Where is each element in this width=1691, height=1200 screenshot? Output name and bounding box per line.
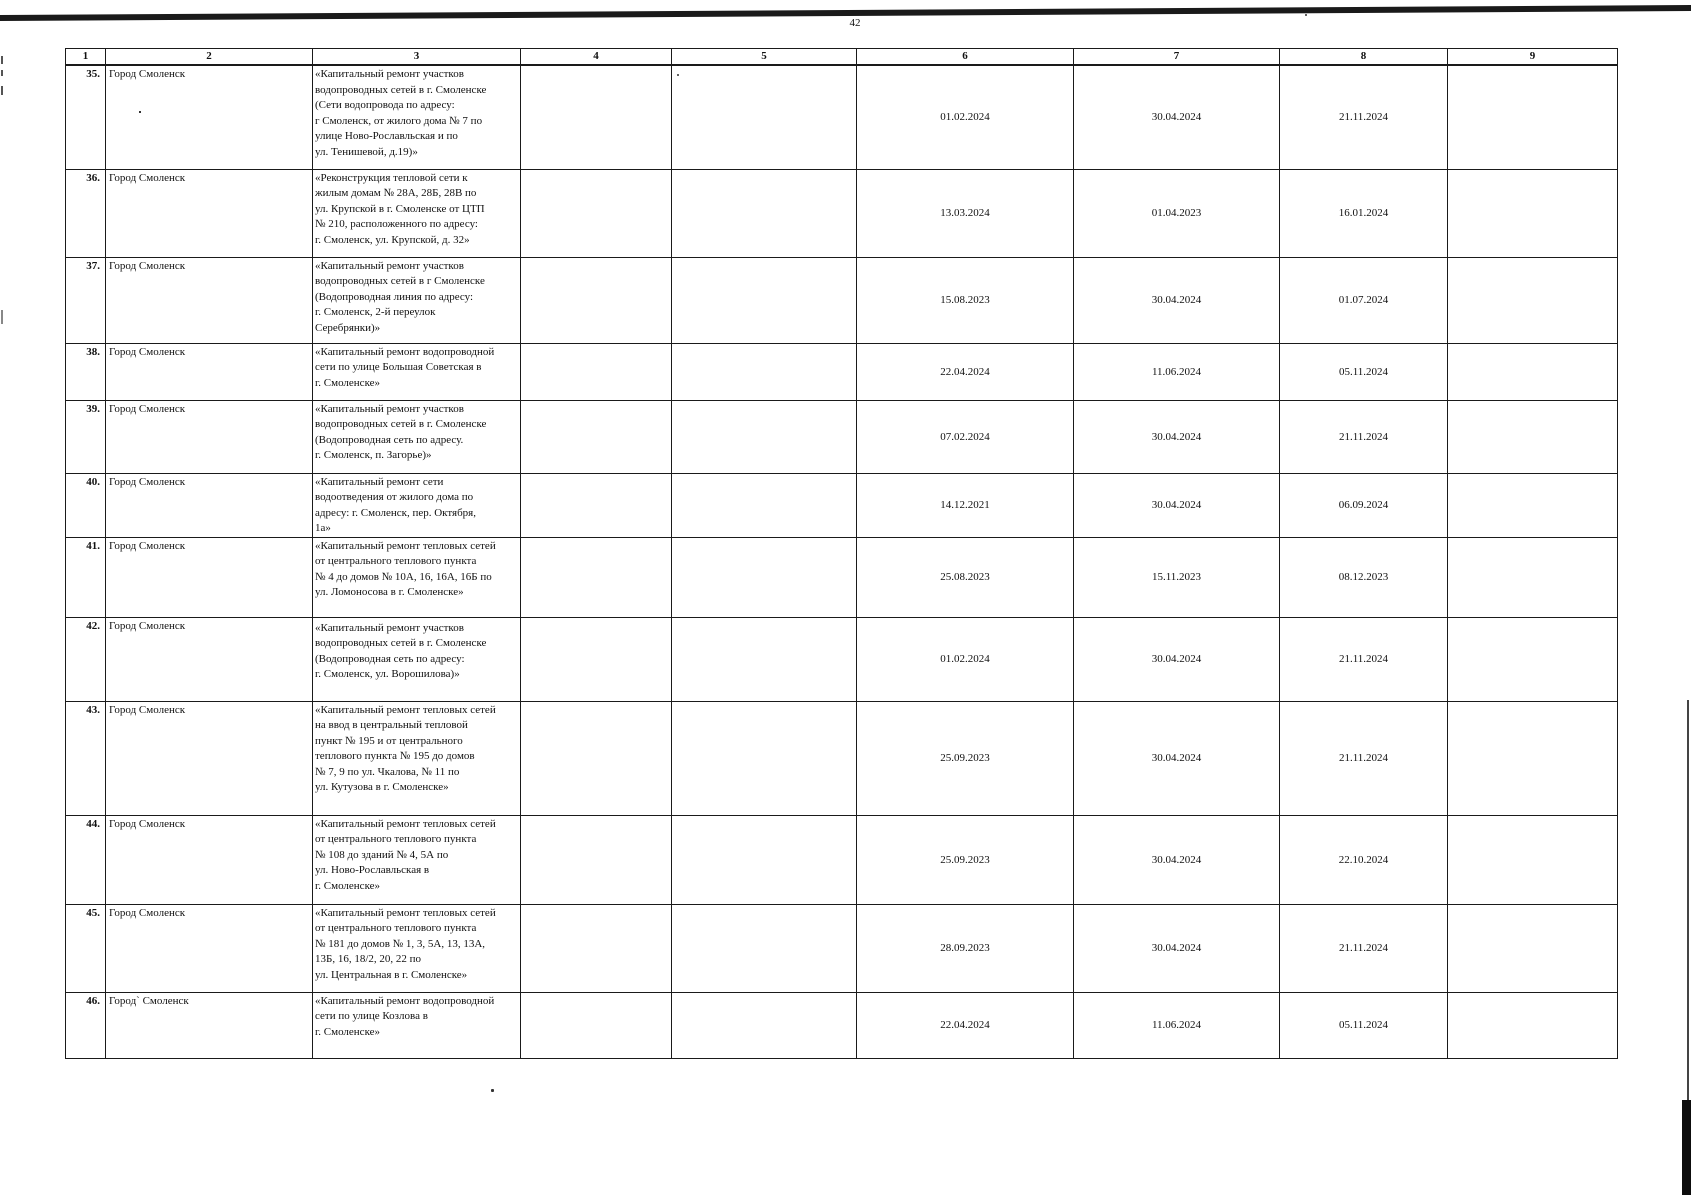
date-column-8: 08.12.2023 [1280,537,1448,617]
object-name: «Капитальный ремонт участков водопроводных сетей в г. Смоленске (Водопроводная сеть по адресу. г. Смоленск, п. Загорье)» [313,400,521,473]
date-column-7: 30.04.2024 [1074,904,1280,992]
object-name: «Капитальный ремонт водопроводной сети по улице Большая Советская в г. Смоленске» [313,343,521,400]
column-9-cell [1448,617,1618,701]
column-5-cell [672,617,857,701]
scan-right-edge [1687,700,1689,1100]
date-column-6: 28.09.2023 [857,904,1074,992]
row-number: 41. [66,537,106,617]
column-header: 3 [313,49,521,66]
column-9-cell [1448,257,1618,343]
column-header: 9 [1448,49,1618,66]
column-header: 5 [672,49,857,66]
column-4-cell [521,343,672,400]
column-4-cell [521,169,672,257]
table-row [66,992,1618,1058]
table-row [66,65,1618,169]
municipality: Город Смоленск [106,65,313,169]
date-column-8: 22.10.2024 [1280,815,1448,904]
column-header: 8 [1280,49,1448,66]
scan-speck [1305,14,1307,16]
date-column-8: 01.07.2024 [1280,257,1448,343]
table-row [66,343,1618,400]
date-column-7: 30.04.2024 [1074,65,1280,169]
column-header: 4 [521,49,672,66]
column-9-cell [1448,400,1618,473]
column-header: 7 [1074,49,1280,66]
row-number: 46. [66,992,106,1058]
column-5-cell [672,169,857,257]
column-4-cell [521,992,672,1058]
date-column-7: 11.06.2024 [1074,343,1280,400]
date-column-8: 21.11.2024 [1280,904,1448,992]
row-number: 35. [66,65,106,169]
municipality: Город Смоленск [106,815,313,904]
date-column-7: 30.04.2024 [1074,815,1280,904]
row-number: 38. [66,343,106,400]
column-9-cell [1448,169,1618,257]
municipality: Город Смоленск [106,400,313,473]
row-number: 45. [66,904,106,992]
municipality: Город Смоленск [106,473,313,537]
column-5-cell [672,400,857,473]
column-9-cell [1448,701,1618,815]
column-header: 2 [106,49,313,66]
municipality: Город Смоленск [106,343,313,400]
row-number: 39. [66,400,106,473]
column-9-cell [1448,343,1618,400]
date-column-6: 01.02.2024 [857,65,1074,169]
date-column-6: 22.04.2024 [857,992,1074,1058]
object-name: «Капитальный ремонт тепловых сетей на ввод в центральный тепловой пункт № 195 и от центрального теплового пункта № 195 до домов № 7, 9 по ул. Чкалова, № 11 по ул. Кутузова в г. Смоленске» [313,701,521,815]
column-5-cell [672,473,857,537]
date-column-6: 25.09.2023 [857,701,1074,815]
column-4-cell [521,904,672,992]
date-column-7: 30.04.2024 [1074,617,1280,701]
table-row [66,257,1618,343]
table-row [66,617,1618,701]
column-9-cell [1448,904,1618,992]
date-column-6: 15.08.2023 [857,257,1074,343]
objects-table [65,48,1618,1059]
column-5-cell [672,904,857,992]
date-column-6: 07.02.2024 [857,400,1074,473]
column-9-cell [1448,815,1618,904]
column-4-cell [521,473,672,537]
date-column-6: 13.03.2024 [857,169,1074,257]
column-5-cell [672,537,857,617]
date-column-7: 01.04.2023 [1074,169,1280,257]
municipality: Город` Смоленск [106,992,313,1058]
scan-speck [491,1089,494,1092]
municipality: Город Смоленск [106,169,313,257]
municipality: Город Смоленск [106,537,313,617]
object-name: «Реконструкция тепловой сети к жилым домам № 28А, 28Б, 28В по ул. Крупской в г. Смоленске от ЦТП № 210, расположенного по адресу: г. Смоленск, ул. Крупской, д. 32» [313,169,521,257]
date-column-7: 30.04.2024 [1074,701,1280,815]
table-row [66,400,1618,473]
row-number: 40. [66,473,106,537]
column-header: 1 [66,49,106,66]
object-name: «Капитальный ремонт участков водопроводных сетей в г Смоленске (Водопроводная линия по адресу: г. Смоленск, 2-й переулок Серебрянки)» [313,257,521,343]
column-5-cell [672,343,857,400]
date-column-8: 21.11.2024 [1280,400,1448,473]
municipality: Город Смоленск [106,904,313,992]
municipality: Город Смоленск [106,617,313,701]
column-header: 6 [857,49,1074,66]
row-number: 42. [66,617,106,701]
column-5-cell [672,257,857,343]
date-column-6: 25.08.2023 [857,537,1074,617]
table-row [66,537,1618,617]
object-name: «Капитальный ремонт тепловых сетей от центрального теплового пункта № 108 до зданий № 4, 5А по ул. Ново-Рославльская в г. Смоленске» [313,815,521,904]
object-name: «Капитальный ремонт водопроводной сети по улице Козлова в г. Смоленске» [313,992,521,1058]
date-column-8: 21.11.2024 [1280,701,1448,815]
date-column-7: 30.04.2024 [1074,473,1280,537]
column-4-cell [521,617,672,701]
column-5-cell [672,65,857,169]
row-number: 37. [66,257,106,343]
municipality: Город Смоленск [106,257,313,343]
column-9-cell [1448,65,1618,169]
column-4-cell [521,701,672,815]
date-column-6: 22.04.2024 [857,343,1074,400]
date-column-6: 01.02.2024 [857,617,1074,701]
table-row [66,701,1618,815]
column-5-cell [672,992,857,1058]
row-number: 44. [66,815,106,904]
column-9-cell [1448,473,1618,537]
page-number: 42 [849,17,861,29]
column-4-cell [521,65,672,169]
date-column-7: 15.11.2023 [1074,537,1280,617]
column-9-cell [1448,992,1618,1058]
table-row [66,904,1618,992]
date-column-8: 16.01.2024 [1280,169,1448,257]
row-number: 43. [66,701,106,815]
date-column-8: 05.11.2024 [1280,992,1448,1058]
object-name: «Капитальный ремонт участков водопроводных сетей в г. Смоленске (Сети водопровода по адресу: г Смоленск, от жилого дома № 7 по улице Ново-Рославльская и по ул. Тенишевой, д.19)» [313,65,521,169]
table-row [66,815,1618,904]
column-5-cell [672,815,857,904]
table-row [66,169,1618,257]
date-column-8: 05.11.2024 [1280,343,1448,400]
column-4-cell [521,400,672,473]
binding-marks [0,40,12,340]
object-name: «Капитальный ремонт участков водопроводных сетей в г. Смоленске (Водопроводная сеть по адресу: г. Смоленск, ул. Ворошилова)» [313,617,521,701]
object-name: «Капитальный ремонт тепловых сетей от центрального теплового пункта № 4 до домов № 10А, 16, 16А, 16Б по ул. Ломоносова в г. Смоленске» [313,537,521,617]
table-row [66,473,1618,537]
scan-speck [139,111,141,113]
municipality: Город Смоленск [106,701,313,815]
object-name: «Капитальный ремонт тепловых сетей от центрального теплового пункта № 181 до домов № 1, 3, 5А, 13, 13А, 13Б, 16, 18/2, 20, 22 по ул. Центральная в г. Смоленске» [313,904,521,992]
scan-right-edge-mark [1682,1100,1691,1195]
date-column-8: 06.09.2024 [1280,473,1448,537]
date-column-8: 21.11.2024 [1280,65,1448,169]
date-column-7: 30.04.2024 [1074,400,1280,473]
column-number-row [66,49,1618,66]
column-5-cell [672,701,857,815]
date-column-6: 14.12.2021 [857,473,1074,537]
date-column-8: 21.11.2024 [1280,617,1448,701]
column-9-cell [1448,537,1618,617]
date-column-6: 25.09.2023 [857,815,1074,904]
object-name: «Капитальный ремонт сети водоотведения от жилого дома по адресу: г. Смоленск, пер. Октября, 1а» [313,473,521,537]
column-4-cell [521,537,672,617]
column-4-cell [521,815,672,904]
column-4-cell [521,257,672,343]
row-number: 36. [66,169,106,257]
date-column-7: 11.06.2024 [1074,992,1280,1058]
date-column-7: 30.04.2024 [1074,257,1280,343]
